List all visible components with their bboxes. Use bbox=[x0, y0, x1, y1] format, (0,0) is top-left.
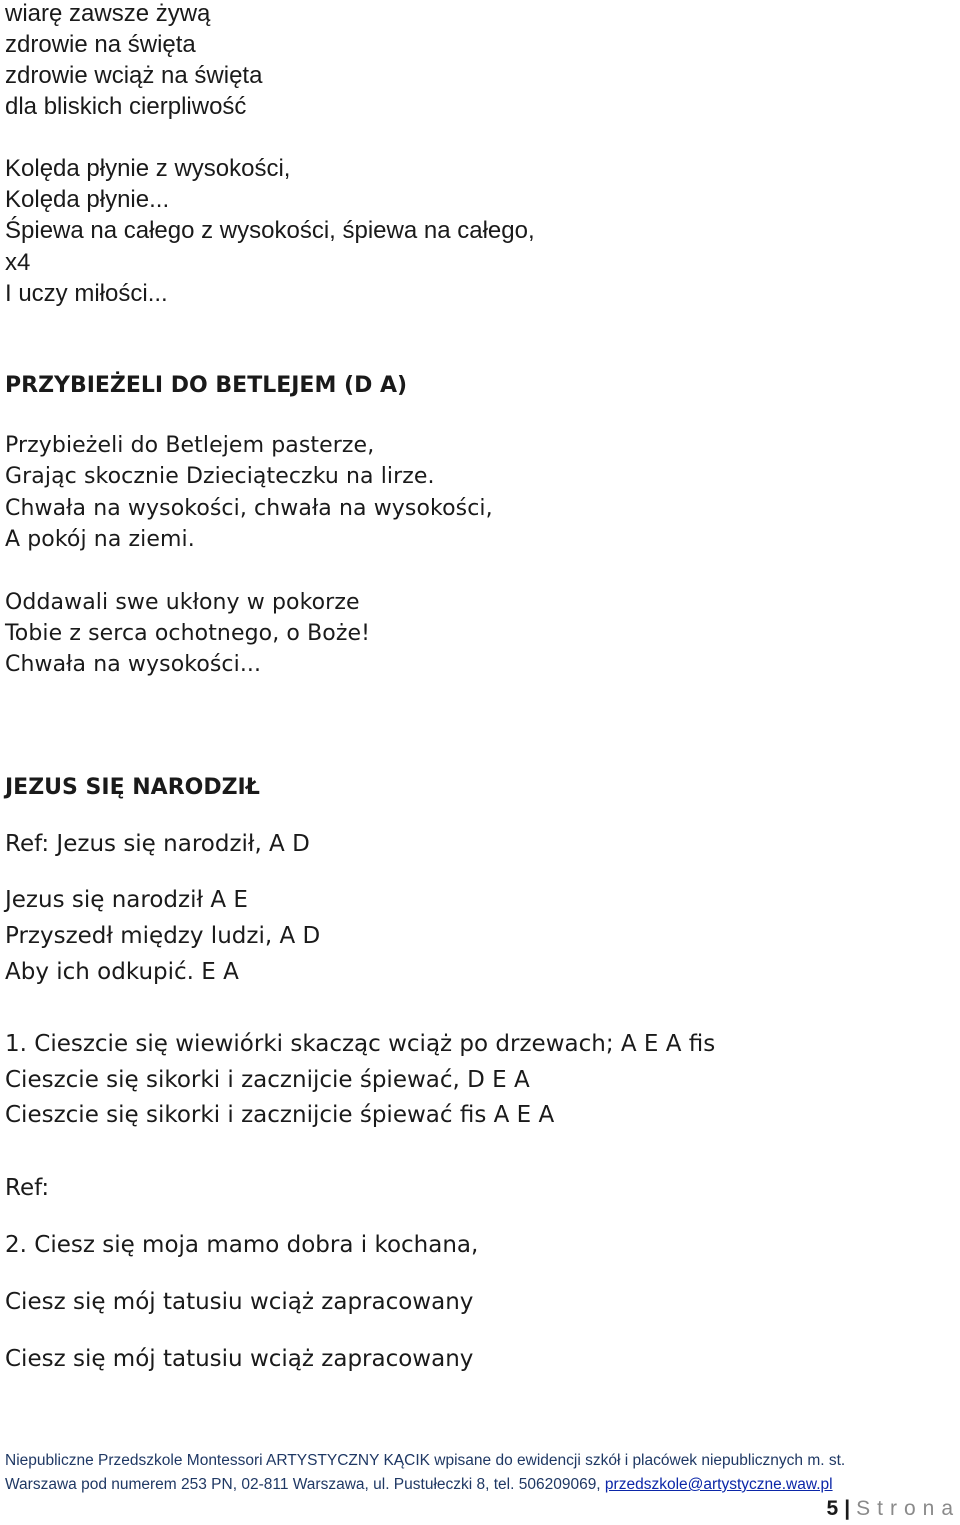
lyric-line: 1. Cieszcie się wiewiórki skacząc wciąż po drzewach; A E A fis bbox=[5, 1031, 716, 1057]
lyric-line: I uczy miłości... bbox=[5, 280, 168, 307]
lyric-line: Jezus się narodził A E bbox=[5, 887, 248, 913]
lyric-line: Ref: bbox=[5, 1175, 50, 1201]
lyric-line: dla bliskich cierpliwość bbox=[5, 93, 247, 120]
lyric-line: Ciesz się mój tatusiu wciąż zapracowany bbox=[5, 1346, 474, 1372]
lyric-line: x4 bbox=[5, 249, 31, 276]
lyric-line: Przyszedł między ludzi, A D bbox=[5, 923, 321, 949]
song-title: PRZYBIEŻELI DO BETLEJEM (D A) bbox=[5, 373, 408, 398]
lyric-line: Kolęda płynie z wysokości, bbox=[5, 155, 291, 182]
page-number: 5 bbox=[826, 1497, 839, 1520]
lyric-line: Kolęda płynie... bbox=[5, 186, 170, 213]
lyric-line: 2. Ciesz się moja mamo dobra i kochana, bbox=[5, 1232, 479, 1258]
lyric-line: Tobie z serca ochotnego, o Boże! bbox=[5, 621, 371, 646]
lyric-line: Oddawali swe ukłony w pokorze bbox=[5, 590, 360, 615]
lyric-line: Aby ich odkupić. E A bbox=[5, 959, 239, 985]
lyric-line: Cieszcie się sikorki i zacznijcie śpiewać fis A E A bbox=[5, 1102, 555, 1128]
lyric-line: zdrowie na święta bbox=[5, 31, 196, 58]
lyric-line: Cieszcie się sikorki i zacznijcie śpiewać, D E A bbox=[5, 1067, 530, 1093]
lyric-line: Grając skocznie Dzieciąteczku na lirze. bbox=[5, 464, 435, 489]
lyric-line: Przybieżeli do Betlejem pasterze, bbox=[5, 433, 375, 458]
footer-line bbox=[5, 1476, 833, 1494]
page-separator: | bbox=[844, 1497, 851, 1520]
lyric-line: Ref: Jezus się narodził, A D bbox=[5, 831, 310, 857]
lyric-line: zdrowie wciąż na święta bbox=[5, 62, 263, 89]
page-word: Strona bbox=[856, 1497, 960, 1520]
lyric-line: Chwała na wysokości, chwała na wysokości, bbox=[5, 496, 493, 521]
lyric-line: Chwała na wysokości... bbox=[5, 652, 262, 677]
footer-address: Warszawa pod numerem 253 PN, 02-811 Warszawa, ul. Pustułeczki 8, tel. 506209069, bbox=[5, 1476, 605, 1493]
email-link[interactable]: przedszkole@artystyczne.waw.pl bbox=[604, 1476, 833, 1493]
lyric-line: wiarę zawsze żywą bbox=[5, 0, 211, 27]
lyric-line: A pokój na ziemi. bbox=[5, 527, 195, 552]
lyric-line: Śpiewa na całego z wysokości, śpiewa na całego, bbox=[5, 217, 535, 244]
footer-line: Niepubliczne Przedszkole Montessori ARTYSTYCZNY KĄCIK wpisane do ewidencji szkół i placówek niepublicznych m. st. bbox=[5, 1452, 846, 1469]
song-title: JEZUS SIĘ NARODZIŁ bbox=[5, 775, 260, 800]
lyric-line: Ciesz się mój tatusiu wciąż zapracowany bbox=[5, 1289, 474, 1315]
page-number-footer bbox=[827, 1497, 960, 1521]
